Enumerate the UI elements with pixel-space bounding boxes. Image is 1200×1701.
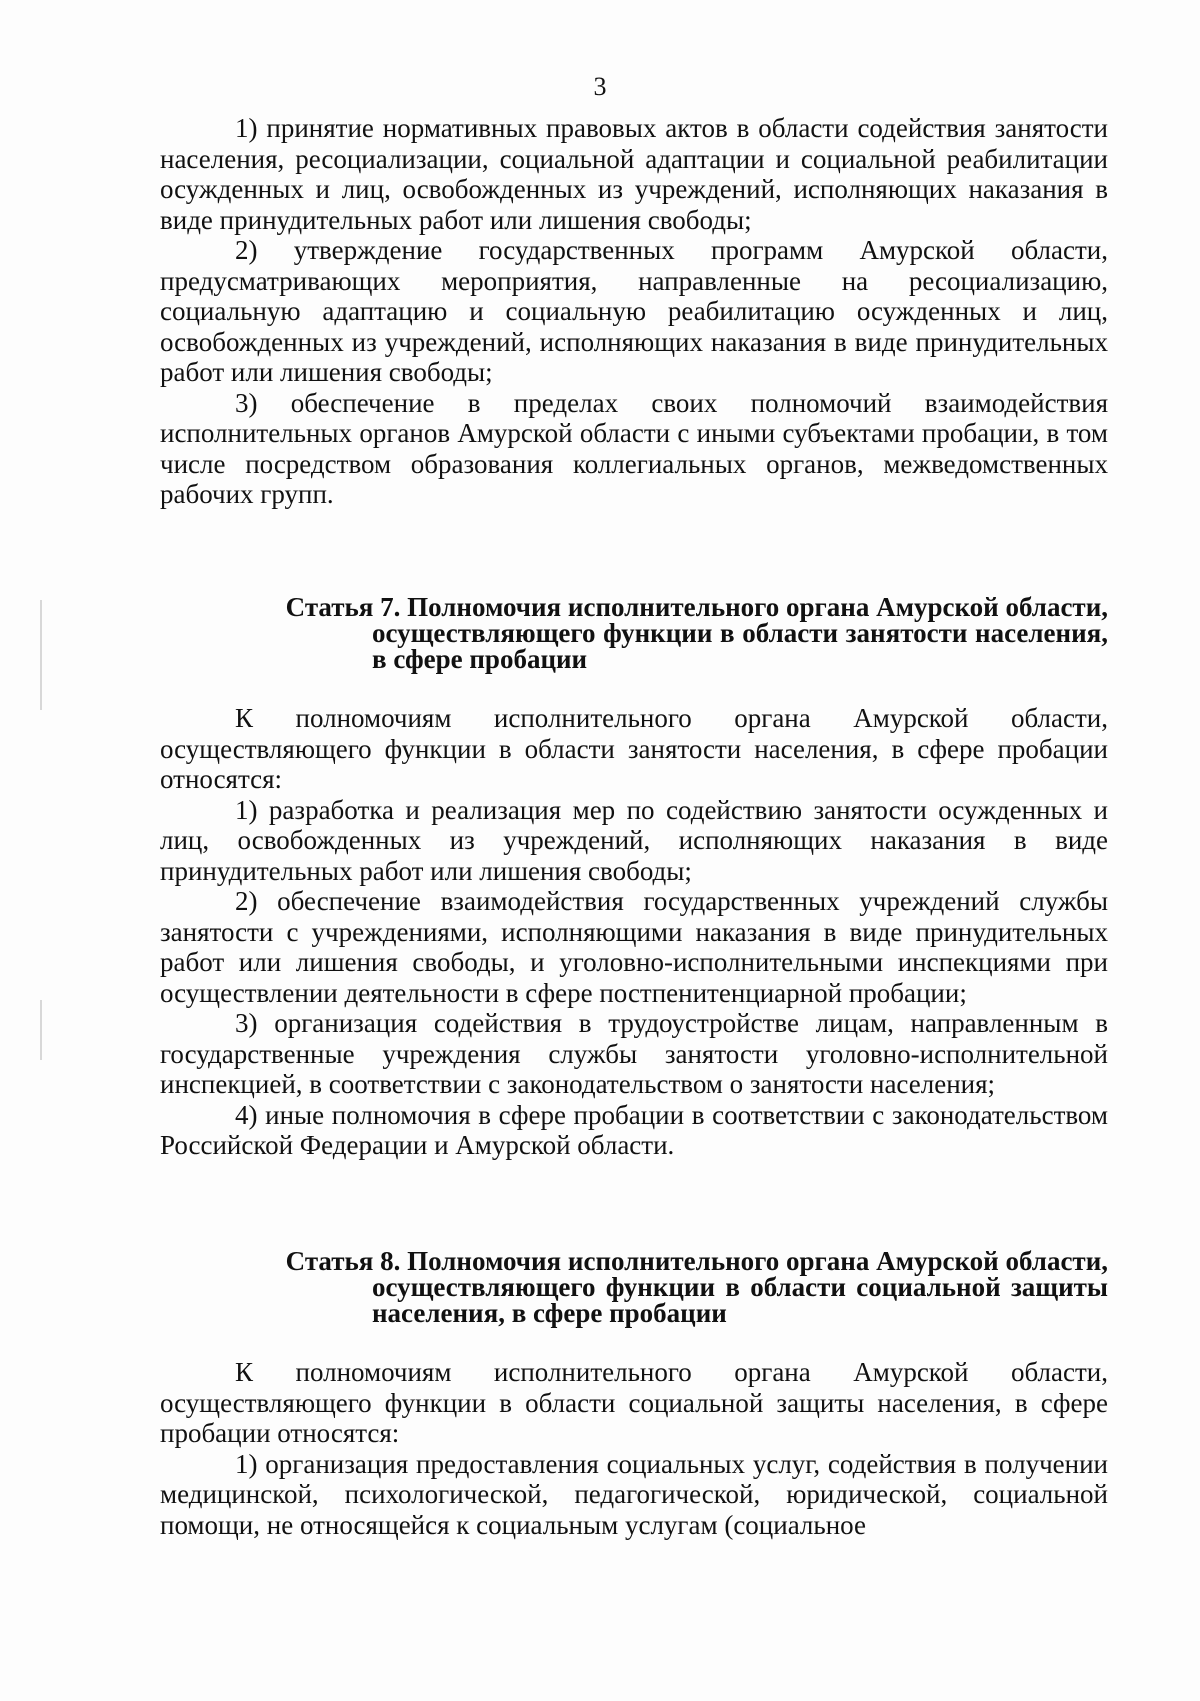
article7-heading-line1: Статья 7. Полномочия исполнительного органа Амурской области, <box>285 592 1108 622</box>
article8-heading-line1: Статья 8. Полномочия исполнительного органа Амурской области, <box>285 1246 1108 1276</box>
list-item: 2) утверждение государственных программ Амурской области, предусматривающих мероприятия, направленные на ресоциализацию, социальную адаптацию и социальную реабилитацию осужденных и лиц, освобожденных из учреждений, исполняющих наказания в виде принудительных работ или лишения свободы; <box>160 235 1108 387</box>
list-item: 4) иные полномочия в сфере пробации в соответствии с законодательством Российской Федерации и Амурской области. <box>160 1099 1108 1160</box>
article7-heading-rest: осуществляющего функции в области занятости населения, в сфере пробации <box>372 618 1108 674</box>
list-item: 3) обеспечение в пределах своих полномочий взаимодействия исполнительных органов Амурской области с иными субъектами пробации, в том числе посредством образования коллегиальных органов, межведомственных рабочих групп. <box>160 387 1108 509</box>
article8-intro: К полномочиям исполнительного органа Амурской области, осуществляющего функции в области социальной защиты населения, в сфере пробации относятся: <box>160 1357 1108 1448</box>
article7-body <box>160 703 1108 1161</box>
article8-heading-rest: осуществляющего функции в области социальной защиты населения, в сфере пробации <box>372 1272 1108 1328</box>
article7-intro: К полномочиям исполнительного органа Амурской области, осуществляющего функции в области занятости населения, в сфере пробации относятся: <box>160 703 1108 794</box>
page-number: 3 <box>593 72 607 101</box>
article8-body <box>160 1357 1108 1540</box>
list-item: 1) принятие нормативных правовых актов в области содействия занятости населения, ресоциализации, социальной адаптации и социальной реабилитации осужденных и лиц, освобожденных из учреждений, исполняющих наказания в виде принудительных работ или лишения свободы; <box>160 113 1108 235</box>
scan-artifact-line <box>40 1000 42 1060</box>
article6-items <box>160 113 1108 510</box>
scan-artifact-line <box>40 600 42 710</box>
list-item: 1) разработка и реализация мер по содействию занятости осужденных и лиц, освобожденных из учреждений, исполняющих наказания в виде принудительных работ или лишения свободы; <box>160 794 1108 886</box>
article8-heading <box>160 1248 1108 1326</box>
list-item: 1) организация предоставления социальных услуг, содействия в получении медицинской, психологической, педагогической, юридической, социальной помощи, не относящейся к социальным услугам (социальное <box>160 1448 1108 1540</box>
list-item: 2) обеспечение взаимодействия государственных учреждений службы занятости с учреждениями, исполняющими наказания в виде принудительных работ или лишения свободы, и уголовно-исполнительными инспекциями при осуществлении деятельности в сфере постпенитенциарной пробации; <box>160 886 1108 1008</box>
list-item: 3) организация содействия в трудоустройстве лицам, направленным в государственные учреждения службы занятости уголовно-исполнительной инспекцией, в соответствии с законодательством о занятости населения; <box>160 1008 1108 1099</box>
article7-heading <box>160 594 1108 672</box>
